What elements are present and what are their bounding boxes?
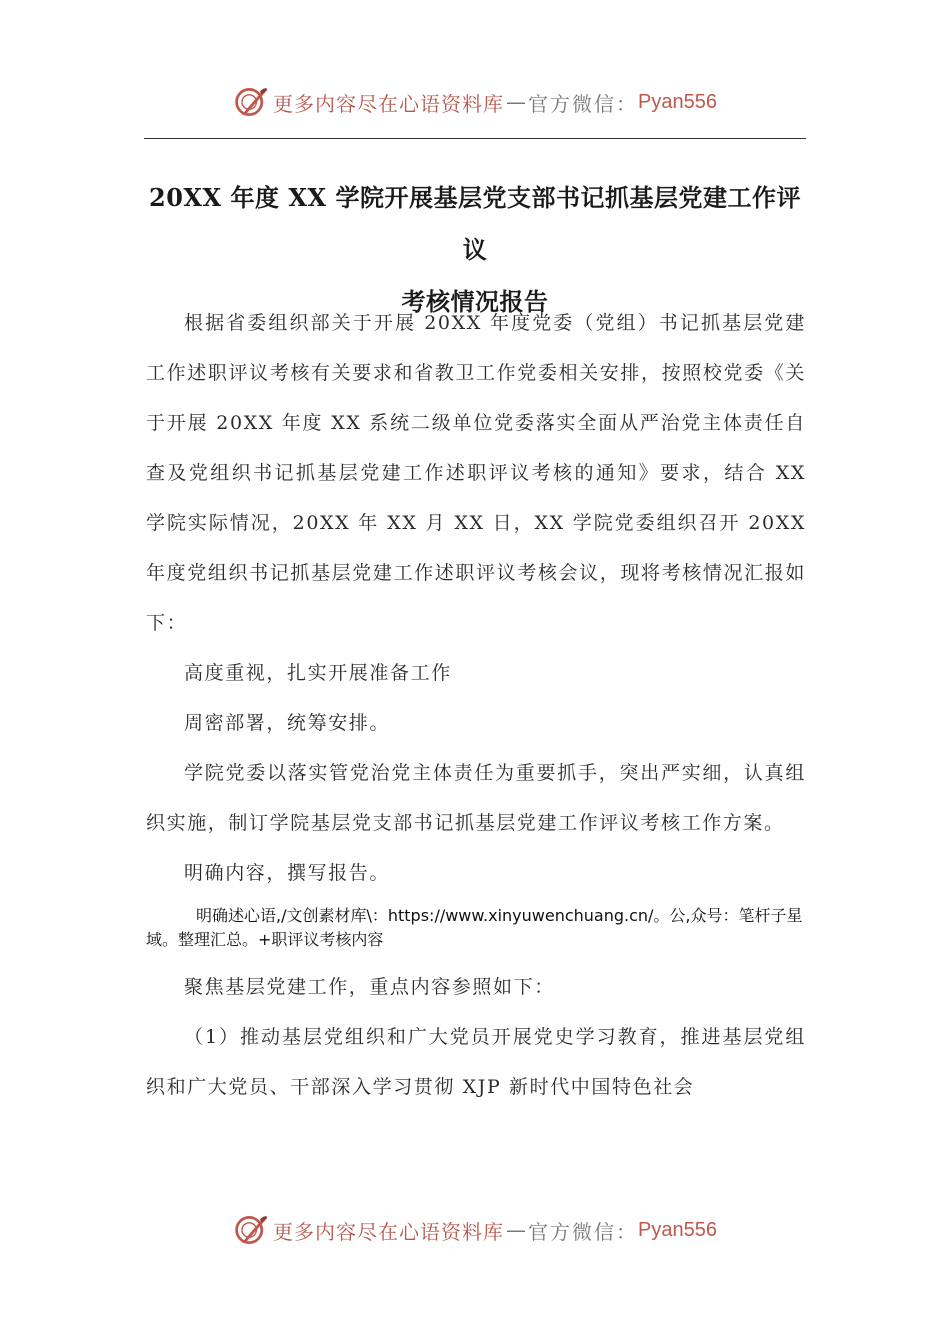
banner-text: 更多内容尽在心语资料库 xyxy=(273,1219,505,1244)
banner-dash: — xyxy=(506,1218,527,1242)
header-divider xyxy=(144,138,806,139)
subsection-heading: 周密部署，统筹安排。 xyxy=(184,712,391,734)
banner-wechat-label: 官方微信： xyxy=(528,91,639,116)
header-watermark-banner xyxy=(0,82,950,122)
subsection-heading: 明确内容，撰写报告。 xyxy=(184,862,391,884)
intro-paragraph: 根据省委组织部关于开展 20XX 年度党委（党组）书记抓基层党建工作述职评议考核有关要求和省教卫工作党委相关安排，按照校党委《关于开展 20XX 年度 XX 系统二级单位党委落实全面从严治党主体责任自查及党组织书记抓基层党建工作述职评议考核的通知》要求，结合 XX 学院实际情况，20XX 年 XX 月 XX 日，XX 学院党委组织召开 20XX 年度党组织书记抓基层党建工作述职评议考核会议，现将考核情况汇报如下： xyxy=(146,312,806,634)
title-line-1: 20XX 年度 XX 学院开展基层党支部书记抓基层党建工作评议 xyxy=(149,183,801,264)
body-paragraph: 学院党委以落实管党治党主体责任为重要抓手，突出严实细，认真组织实施，制订学院基层党支部书记抓基层党建工作评议考核工作方案。 xyxy=(146,762,806,834)
section-heading: 高度重视，扎实开展准备工作 xyxy=(184,662,452,684)
banner-wechat-id: Pyan556 xyxy=(638,90,717,113)
quill-logo-icon xyxy=(233,84,269,120)
banner-wechat-label: 官方微信： xyxy=(528,1219,639,1244)
banner-dash: — xyxy=(506,90,527,114)
document-body xyxy=(146,298,806,1112)
footer-watermark-banner xyxy=(0,1210,950,1250)
focus-heading: 聚焦基层党建工作，重点内容参照如下： xyxy=(184,976,555,998)
banner-wechat-id: Pyan556 xyxy=(638,1218,717,1241)
quill-logo-icon xyxy=(233,1212,269,1248)
banner-text: 更多内容尽在心语资料库 xyxy=(273,91,505,116)
list-item-paragraph: （1）推动基层党组织和广大党员开展党史学习教育，推进基层党组织和广大党员、干部深入学习贯彻 XJP 新时代中国特色社会 xyxy=(146,1026,806,1098)
watermark-note: 明确述心语,/文创素材库\：https://www.xinyuwenchuang.cn/。公,众号：笔杆子星域。整理汇总。+职评议考核内容 xyxy=(146,906,803,949)
title-line-2: 考核情况报告 xyxy=(401,287,549,316)
